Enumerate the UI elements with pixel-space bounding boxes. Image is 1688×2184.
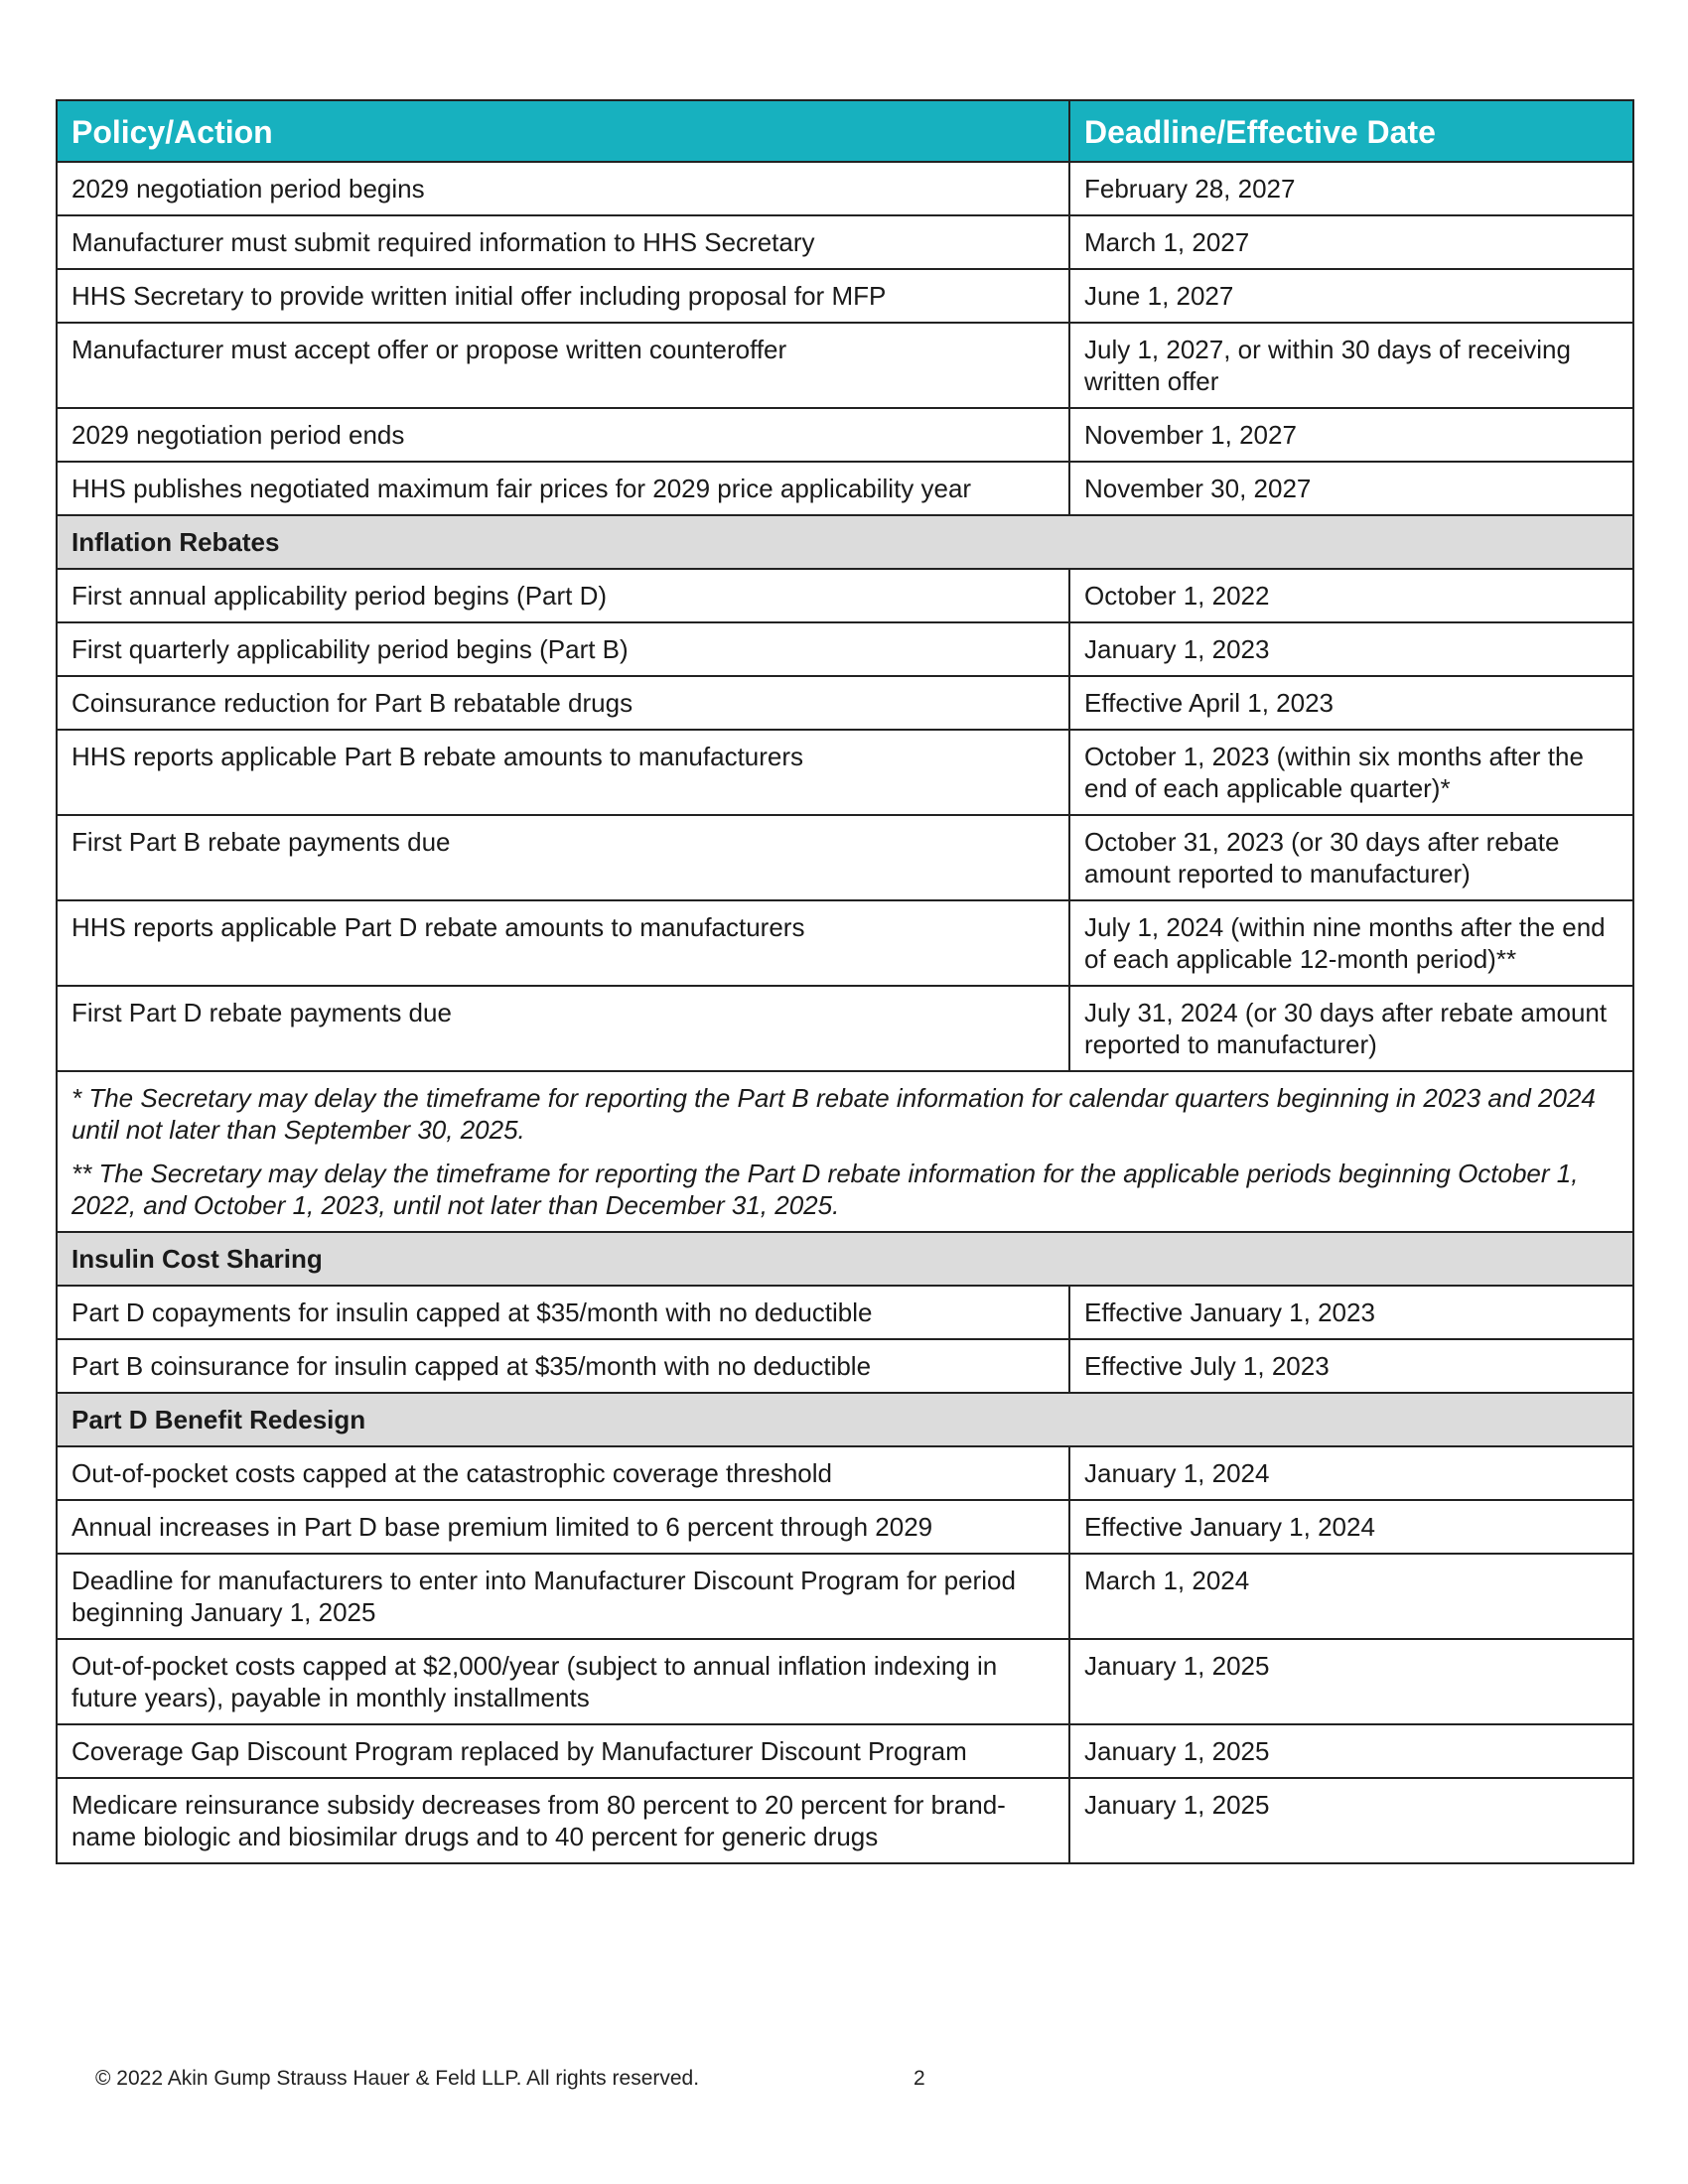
action-cell: HHS reports applicable Part B rebate amounts to manufacturers: [57, 730, 1069, 815]
table-row: [57, 1554, 1633, 1639]
table-row: [57, 622, 1633, 676]
date-cell: November 30, 2027: [1069, 462, 1633, 515]
date-cell: July 1, 2024 (within nine months after the end of each applicable 12-month period)**: [1069, 900, 1633, 986]
header-deadline-date: Deadline/Effective Date: [1069, 100, 1633, 162]
table-row: [57, 900, 1633, 986]
date-cell: October 1, 2023 (within six months after the end of each applicable quarter)*: [1069, 730, 1633, 815]
section-title: Insulin Cost Sharing: [57, 1232, 1633, 1286]
date-cell: January 1, 2025: [1069, 1778, 1633, 1863]
date-cell: January 1, 2025: [1069, 1639, 1633, 1724]
action-cell: Out-of-pocket costs capped at the catastrophic coverage threshold: [57, 1446, 1069, 1500]
table-row: [57, 676, 1633, 730]
action-cell: Coverage Gap Discount Program replaced by Manufacturer Discount Program: [57, 1724, 1069, 1778]
date-cell: July 1, 2027, or within 30 days of receiving written offer: [1069, 323, 1633, 408]
date-cell: October 31, 2023 (or 30 days after rebate amount reported to manufacturer): [1069, 815, 1633, 900]
date-cell: Effective July 1, 2023: [1069, 1339, 1633, 1393]
action-cell: First Part B rebate payments due: [57, 815, 1069, 900]
date-cell: March 1, 2024: [1069, 1554, 1633, 1639]
table-row: [57, 986, 1633, 1071]
date-cell: June 1, 2027: [1069, 269, 1633, 323]
table-row: [57, 1339, 1633, 1393]
section-title: Part D Benefit Redesign: [57, 1393, 1633, 1446]
date-cell: Effective January 1, 2024: [1069, 1500, 1633, 1554]
header-policy-action: Policy/Action: [57, 100, 1069, 162]
table-row: [57, 408, 1633, 462]
table-row: [57, 462, 1633, 515]
table-row: [57, 323, 1633, 408]
table-row: [57, 1724, 1633, 1778]
table-row: [57, 269, 1633, 323]
section-row-part-d-redesign: [57, 1393, 1633, 1446]
date-cell: Effective January 1, 2023: [1069, 1286, 1633, 1339]
table-row: [57, 1446, 1633, 1500]
date-cell: Effective April 1, 2023: [1069, 676, 1633, 730]
action-cell: Medicare reinsurance subsidy decreases from 80 percent to 20 percent for brand-name biologic and biosimilar drugs and to 40 percent for generic drugs: [57, 1778, 1069, 1863]
action-cell: First Part D rebate payments due: [57, 986, 1069, 1071]
footnote-cell: [57, 1071, 1633, 1232]
action-cell: First annual applicability period begins (Part D): [57, 569, 1069, 622]
action-cell: Manufacturer must accept offer or propose written counteroffer: [57, 323, 1069, 408]
table-row: [57, 1286, 1633, 1339]
table-row: [57, 1778, 1633, 1863]
footer-copyright: © 2022 Akin Gump Strauss Hauer & Feld LLP. All rights reserved.: [95, 2067, 700, 2090]
action-cell: HHS reports applicable Part D rebate amounts to manufacturers: [57, 900, 1069, 986]
action-cell: Deadline for manufacturers to enter into Manufacturer Discount Program for period beginning January 1, 2025: [57, 1554, 1069, 1639]
action-cell: HHS Secretary to provide written initial offer including proposal for MFP: [57, 269, 1069, 323]
policy-deadline-table: [56, 99, 1634, 1864]
section-row-insulin-cost-sharing: [57, 1232, 1633, 1286]
action-cell: Part B coinsurance for insulin capped at $35/month with no deductible: [57, 1339, 1069, 1393]
action-cell: 2029 negotiation period ends: [57, 408, 1069, 462]
action-cell: HHS publishes negotiated maximum fair prices for 2029 price applicability year: [57, 462, 1069, 515]
table-row: [57, 1500, 1633, 1554]
table-header-row: [57, 100, 1633, 162]
action-cell: Annual increases in Part D base premium limited to 6 percent through 2029: [57, 1500, 1069, 1554]
date-cell: February 28, 2027: [1069, 162, 1633, 215]
table-row: [57, 730, 1633, 815]
action-cell: Part D copayments for insulin capped at $35/month with no deductible: [57, 1286, 1069, 1339]
table-row: [57, 569, 1633, 622]
date-cell: January 1, 2023: [1069, 622, 1633, 676]
page-number: 2: [914, 2067, 925, 2090]
date-cell: January 1, 2024: [1069, 1446, 1633, 1500]
table-row: [57, 162, 1633, 215]
action-cell: First quarterly applicability period begins (Part B): [57, 622, 1069, 676]
date-cell: October 1, 2022: [1069, 569, 1633, 622]
section-title: Inflation Rebates: [57, 515, 1633, 569]
table-row: [57, 815, 1633, 900]
action-cell: 2029 negotiation period begins: [57, 162, 1069, 215]
footnote-part-b: * The Secretary may delay the timeframe for reporting the Part B rebate information for calendar quarters beginning in 2023 and 2024 until not later than September 30, 2025.: [71, 1083, 1596, 1145]
table-row: [57, 215, 1633, 269]
date-cell: July 31, 2024 (or 30 days after rebate amount reported to manufacturer): [1069, 986, 1633, 1071]
footnote-part-d: ** The Secretary may delay the timeframe for reporting the Part D rebate information for the applicable periods beginning October 1, 2022, and October 1, 2023, until not later than December 31, 2025.: [71, 1159, 1579, 1220]
date-cell: January 1, 2025: [1069, 1724, 1633, 1778]
action-cell: Out-of-pocket costs capped at $2,000/year (subject to annual inflation indexing in future years), payable in monthly installments: [57, 1639, 1069, 1724]
footnote-row: [57, 1071, 1633, 1232]
action-cell: Coinsurance reduction for Part B rebatable drugs: [57, 676, 1069, 730]
section-row-inflation-rebates: [57, 515, 1633, 569]
action-cell: Manufacturer must submit required information to HHS Secretary: [57, 215, 1069, 269]
table-row: [57, 1639, 1633, 1724]
date-cell: November 1, 2027: [1069, 408, 1633, 462]
date-cell: March 1, 2027: [1069, 215, 1633, 269]
